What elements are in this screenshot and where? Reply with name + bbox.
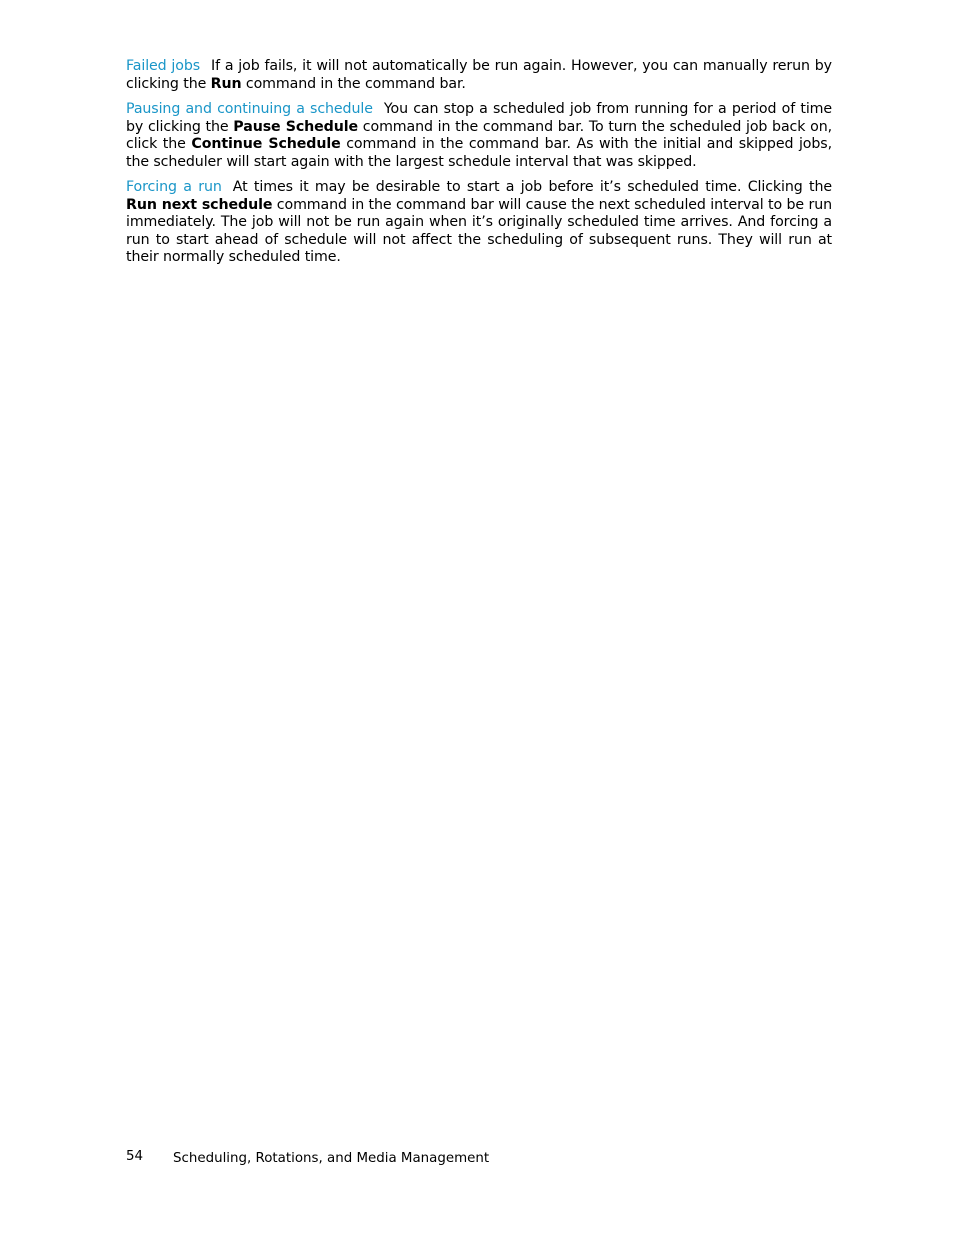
run-in-heading: Failed jobs — [126, 58, 201, 74]
body-text: If a job fails, it will not automatically be run again. However, you can manually rerun by clicking the — [126, 58, 832, 92]
chapter-title: Scheduling, Rotations, and Media Management — [173, 1151, 490, 1166]
body-text: At times it may be desirable to start a job before it’s scheduled time. Clicking the — [232, 179, 833, 195]
body-text: command in the command bar. — [241, 75, 466, 92]
paragraph-failed-jobs — [126, 58, 832, 93]
command-name: Run next schedule — [126, 196, 273, 213]
body-text: command in the command bar. To turn the scheduled job back on, click the — [126, 118, 833, 152]
page-footer — [126, 1150, 489, 1167]
run-in-heading: Pausing and continuing a schedule — [126, 101, 373, 117]
command-name: Continue Schedule — [191, 136, 341, 152]
body-text: You can stop a scheduled job from running for a period of time by clicking the — [126, 101, 833, 135]
run-in-heading: Forcing a run — [126, 179, 222, 195]
paragraph-pausing-schedule — [126, 101, 832, 171]
body-text: command in the command bar. As with the initial and skipped jobs, the scheduler will start again with the largest schedule interval that was skipped. — [126, 136, 832, 170]
command-name: Pause Schedule — [233, 118, 359, 135]
body-text: command in the command bar will cause the next scheduled interval to be run immediately. The job will not be run again when it’s originally scheduled time arrives. And forcing a run to start ahead of schedule will not affect the scheduling of subsequent runs. They will run at their normally scheduled time. — [126, 196, 832, 265]
command-name: Run — [210, 75, 242, 92]
page-number: 54 — [126, 1149, 144, 1164]
paragraph-forcing-run — [126, 179, 832, 267]
document-body — [126, 58, 832, 275]
